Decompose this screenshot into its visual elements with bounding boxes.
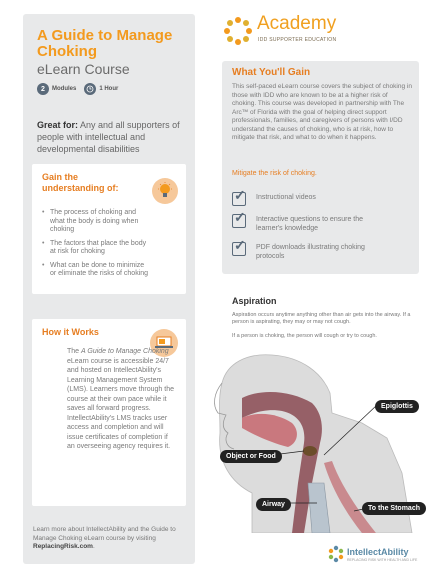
feature-label: Interactive questions to ensure the learner's knowledge	[256, 216, 364, 232]
academy-name: Academy	[257, 13, 337, 34]
course-meta	[37, 83, 118, 95]
course-subtitle: eLearn Course	[37, 61, 130, 77]
understanding-heading: Gain the understanding of:	[42, 172, 119, 193]
gain-heading: What You'll Gain	[232, 67, 311, 78]
lightbulb-icon	[152, 178, 178, 204]
academy-logo	[222, 15, 412, 49]
feature-item	[232, 194, 376, 206]
left-panel	[23, 14, 195, 564]
aspiration-title: Aspiration	[232, 296, 277, 306]
to-stomach-label: To the Stomach	[362, 502, 426, 515]
throat-diagram	[212, 343, 434, 533]
list-item: • The process of choking and what the body is doing when choking	[42, 209, 150, 235]
feature-item	[232, 244, 376, 261]
replacing-risk-link[interactable]: ReplacingRisk.com	[33, 543, 93, 550]
how-it-works-card	[32, 319, 186, 506]
how-it-works-text: The A Guide to Manage Choking eLearn course is accessible 24/7 and hosted on IntellectAbility's Learning Management System (LMS). Learners move through the course at their own pace while it saves all forward progress. IntellectAbility's LMS tracks user access and completion and will issue certificates of completion if an overseeing agency requires it.	[67, 348, 174, 450]
duration-chip	[84, 83, 118, 95]
aspiration-desc2: If a person is choking, the person will cough or try to cough.	[232, 333, 377, 339]
intellectability-name: IntellectAbility	[347, 547, 409, 557]
epiglottis-label: Epiglottis	[375, 400, 419, 413]
academy-tagline: IDD SUPPORTER EDUCATION	[258, 37, 337, 43]
mitigate-text: Mitigate the risk of choking.	[232, 170, 317, 177]
sunburst-icon	[222, 15, 254, 47]
understanding-list	[42, 209, 150, 284]
understanding-card	[32, 164, 186, 294]
list-item: • What can be done to minimize or eliminate the risks of choking	[42, 262, 150, 279]
learn-more: Learn more about IntellectAbility and the Guide to Manage Choking eLearn course by visiting ReplacingRisk.com.	[33, 526, 176, 550]
great-for-label: Great for:	[37, 120, 79, 130]
duration-label: 1 Hour	[99, 86, 119, 92]
intellectability-logo	[327, 545, 435, 567]
gain-body: This self-paced eLearn course covers the subject of choking in those with IDD who are known to be at a higher risk of choking. This course was developed in partnership with The Arc™ of Florida with the goal of helping direct support professionals, families, and caregivers of persons with I/DD understand the causes of choking, who is at risk, how to mitigate that risk, and what to do when it happens.	[232, 83, 412, 141]
checkbox-icon	[232, 192, 246, 206]
gain-panel	[222, 61, 419, 274]
clock-icon	[84, 83, 96, 95]
aspiration-desc: Aspiration occurs anytime anything other than air gets into the airway. If a person is aspirating, they may or may not cough.	[232, 312, 411, 325]
checkbox-icon	[232, 214, 246, 228]
course-title: A Guide to Manage Choking	[37, 27, 173, 60]
how-it-works-heading: How it Works	[42, 327, 99, 337]
feature-label: PDF downloads illustrating choking protocols	[256, 244, 365, 260]
object-food-label: Object or Food	[220, 450, 282, 463]
airway-label: Airway	[256, 498, 291, 511]
modules-chip	[37, 83, 76, 95]
feature-label: Instructional videos	[256, 194, 316, 201]
checkbox-icon	[232, 242, 246, 256]
intellectability-mark-icon	[327, 545, 345, 563]
intellectability-tagline: REPLACING RISK WITH HEALTH AND LIFE	[347, 558, 418, 562]
modules-badge: 2	[37, 83, 49, 95]
modules-label: Modules	[52, 86, 77, 92]
feature-item	[232, 216, 376, 233]
great-for	[37, 119, 187, 155]
great-for-text: Any and all supporters of people with intellectual and developmental disabilities	[37, 120, 180, 154]
list-item: • The factors that place the body at risk for choking	[42, 240, 150, 257]
